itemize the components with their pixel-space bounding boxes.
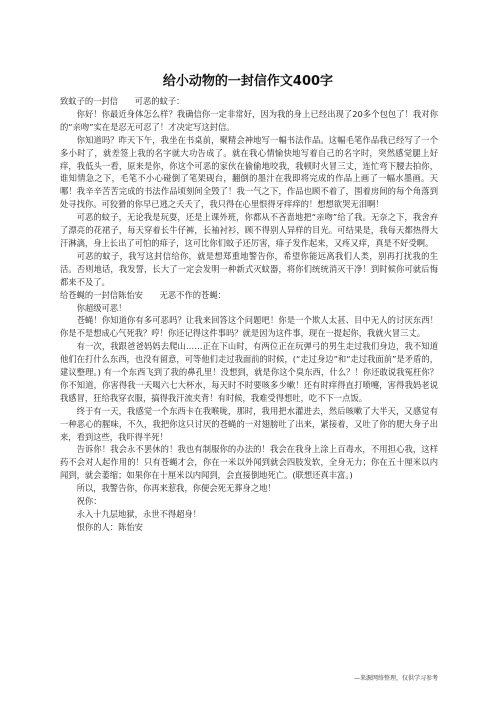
- paragraph: 你好！你最近身体怎么样？我确信你一定非常好，因为我的身上已经出现了20多个包包了！我对你的“亲吻”实在是忍无可忍了！才决定写这封信。: [60, 108, 438, 132]
- paragraph: 给苍蝇的一封信陈怡安 无恶不作的苍蝇：: [60, 289, 226, 300]
- paragraph: 有一次，我跟爸爸妈妈去爬山……正在下山时，有两位正在玩弹弓的男生走过我们身边，我不知道他们在打什么东西，也没有留意，可等他们走过我面前的时候，(“走过身边”和“走过我面前”是矛盾的，建议整理。) 有一个东西飞到了我的鼻孔里！没想到，就是你这个臭东西，什么？！你还敢说我冤枉你？你不知道，你害得我一天喝六七大杯水，每天时不时要咳多少嗽！还有时痒得直打喷嚏，害得我妈老说我感冒，狂给我穿衣服，搞得我汗流夹背！有时候，我难受得想吐，吃不下一点饭。: [60, 341, 438, 403]
- paragraph: 苍蝇！你知道你有多可恶吗？让我来回答这个问题吧！你是一个欺人太甚、目中无人的讨厌东西！你是不是想成心气死我？哼！你还记得这件事吗？就是因为这件事，现在一提起你，我就火冒三丈。: [60, 315, 438, 339]
- paragraph: 永入十九层地狱，永世不得超身！: [76, 509, 202, 519]
- paragraph: 告诉你！我会永不罢休的！我也有制服你的办法的！我会在我身上涂上百毒水，不用担心我，这样药不会对人起作用的！只有苍蝇才会，你在一米以外闻到就会四肢发软，全身无力；你在五十厘米以内闻到，就会萎缩；如果你在十厘米以内闻到，会直接倒地死亡。(联想还真丰富。): [60, 444, 438, 481]
- footer-source-note: —来源网络整理，仅供学习参考: [353, 675, 438, 682]
- document-title: 给小动物的一封信作文400字: [162, 74, 334, 89]
- paragraph: 致蚊子的一封信 可恶的蚊子：: [60, 96, 185, 106]
- paragraph: 可恶的蚊子，无论我是玩耍，还是上课外班，你都从不吝啬地把“亲吻”给了我。无奈之下，我舍弃了漂亮的花裙子，每天穿着长牛仔裤，长袖衬衫，顾不得别人异样的目光。可结果是，我每天都热得大汗淋漓，身上长出了可怕的痱子，这可比你们蚊子还厉害，痱子发作起来，又疼又痒，真是不好受啊。: [60, 212, 438, 248]
- paragraph: 可恶的蚊子，我写这封信给你，就是想郑重地警告你，希望你能远离我们人类，别再打扰我的生活。否则地话，我发誓，长大了一定会发明一种新式灭蚊器，将你们统统消灭干净！到时候你可就后悔都来不及了。: [60, 250, 438, 287]
- paragraph: 祝你：: [76, 496, 102, 507]
- document-body: [60, 95, 438, 534]
- paragraph: 你超级可恶！: [76, 302, 127, 313]
- paragraph: 你知道吗？昨天下午，我坐在书桌前，聚精会神地写一幅书法作品。这幅毛笔作品我已经写了一个多小时了，就差签上我的名字就大功告成了。就在我心情愉快地写着自己的名字时，突然感觉腿上好痒，我低头一看，原来是你，你这个可恶的家伙在偷偷地咬我，我顿时火冒三丈，连忙弯下腰去拍你，谁知情急之下，毛笔不小心碰倒了笔架砚台，翻倒的墨汁在我即将完成的作品上画了一幅水墨画。天哪！我辛辛苦苦完成的书法作品顷刻间全毁了！我一气之下，作品也顾不着了，围着房间的每个角落到处寻找你。可狡猾的你早已逃之夭夭了，我只得在心里恨得牙痒痒的！想想欲哭无泪啊！: [60, 134, 438, 210]
- paragraph: 恨你的人：陈怡安: [76, 521, 143, 532]
- paragraph: 终于有一天，我感觉一个东西卡在我喉咙，那时，我用把水灌进去，然后咳嗽了大半天，又感觉有一种恶心的腥味，不久，我把你这只讨厌的苍蝇的一对翅膀吐了出来，紧接着，又吐了你的肥大身子出来，看到这些，我吓得半死！: [60, 405, 438, 442]
- paragraph: 所以，我警告你，你再来惹我，你便会死无葬身之地！: [76, 483, 276, 494]
